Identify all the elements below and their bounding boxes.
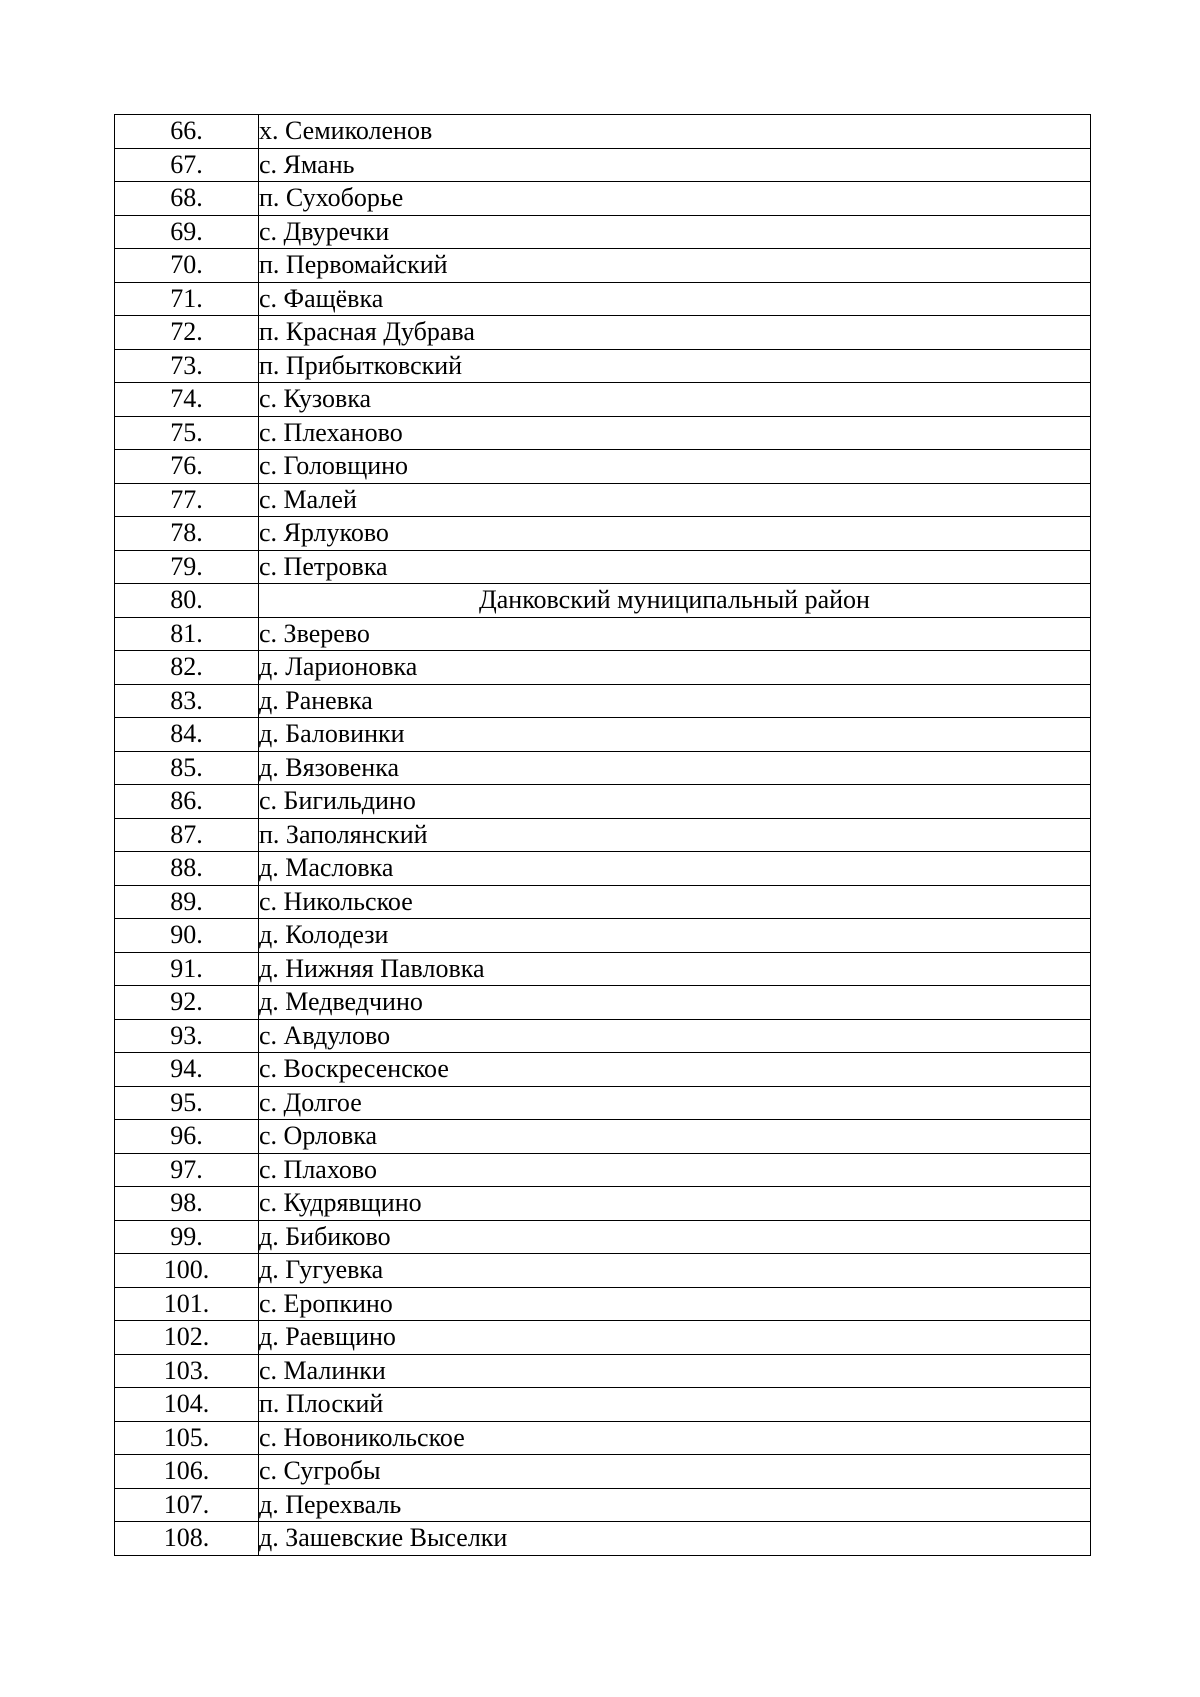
settlement-name: д. Ларионовка [259, 651, 1091, 685]
settlement-name: д. Раевщино [259, 1321, 1091, 1355]
row-number: 66. [115, 115, 259, 149]
settlement-name: с. Кузовка [259, 383, 1091, 417]
table-row [115, 1053, 1091, 1087]
row-number: 84. [115, 718, 259, 752]
table-row [115, 1019, 1091, 1053]
table-row [115, 986, 1091, 1020]
row-number: 85. [115, 751, 259, 785]
table-row [115, 718, 1091, 752]
row-number: 105. [115, 1421, 259, 1455]
settlement-name: с. Головщино [259, 450, 1091, 484]
table-row [115, 416, 1091, 450]
settlement-name: с. Плахово [259, 1153, 1091, 1187]
district-heading: Данковский муниципальный район [259, 584, 1091, 618]
settlement-name: с. Кудрявщино [259, 1187, 1091, 1221]
settlement-name: д. Перехваль [259, 1488, 1091, 1522]
row-number: 75. [115, 416, 259, 450]
table-row [115, 1421, 1091, 1455]
settlement-name: д. Медведчино [259, 986, 1091, 1020]
settlement-name: с. Фащёвка [259, 282, 1091, 316]
settlement-name: х. Семиколенов [259, 115, 1091, 149]
row-number: 94. [115, 1053, 259, 1087]
row-number: 78. [115, 517, 259, 551]
table-row [115, 684, 1091, 718]
row-number: 71. [115, 282, 259, 316]
row-number: 106. [115, 1455, 259, 1489]
settlement-name: д. Колодези [259, 919, 1091, 953]
table-row [115, 617, 1091, 651]
row-number: 79. [115, 550, 259, 584]
table-row [115, 115, 1091, 149]
row-number: 67. [115, 148, 259, 182]
row-number: 92. [115, 986, 259, 1020]
table-row [115, 182, 1091, 216]
table-row [115, 885, 1091, 919]
row-number: 86. [115, 785, 259, 819]
row-number: 88. [115, 852, 259, 886]
settlement-name: д. Гугуевка [259, 1254, 1091, 1288]
row-number: 83. [115, 684, 259, 718]
table-row [115, 282, 1091, 316]
row-number: 98. [115, 1187, 259, 1221]
settlement-name: д. Бибиково [259, 1220, 1091, 1254]
table-row [115, 483, 1091, 517]
settlement-name: п. Прибытковский [259, 349, 1091, 383]
table-row [115, 919, 1091, 953]
table-row [115, 952, 1091, 986]
table-row [115, 550, 1091, 584]
settlement-name: д. Баловинки [259, 718, 1091, 752]
table-row [115, 517, 1091, 551]
settlement-name: с. Еропкино [259, 1287, 1091, 1321]
row-number: 82. [115, 651, 259, 685]
settlement-name: с. Новоникольское [259, 1421, 1091, 1455]
row-number: 108. [115, 1522, 259, 1556]
row-number: 102. [115, 1321, 259, 1355]
row-number: 69. [115, 215, 259, 249]
table-row [115, 316, 1091, 350]
settlement-name: с. Двуречки [259, 215, 1091, 249]
row-number: 97. [115, 1153, 259, 1187]
row-number: 99. [115, 1220, 259, 1254]
settlement-name: п. Первомайский [259, 249, 1091, 283]
table-row [115, 785, 1091, 819]
settlement-name: с. Ямань [259, 148, 1091, 182]
settlement-name: с. Авдулово [259, 1019, 1091, 1053]
row-number: 74. [115, 383, 259, 417]
table-row [115, 1287, 1091, 1321]
settlements-table-body [115, 115, 1091, 1556]
table-row [115, 1321, 1091, 1355]
table-row [115, 383, 1091, 417]
settlement-name: с. Малей [259, 483, 1091, 517]
row-number: 103. [115, 1354, 259, 1388]
settlement-name: п. Заполянский [259, 818, 1091, 852]
row-number: 100. [115, 1254, 259, 1288]
settlement-name: д. Масловка [259, 852, 1091, 886]
settlement-name: с. Долгое [259, 1086, 1091, 1120]
table-row [115, 349, 1091, 383]
row-number: 95. [115, 1086, 259, 1120]
settlement-name: с. Петровка [259, 550, 1091, 584]
settlement-name: п. Красная Дубрава [259, 316, 1091, 350]
table-row [115, 1086, 1091, 1120]
table-row [115, 1488, 1091, 1522]
row-number: 76. [115, 450, 259, 484]
settlement-name: с. Плеханово [259, 416, 1091, 450]
row-number: 77. [115, 483, 259, 517]
table-row [115, 751, 1091, 785]
settlement-name: д. Зашевские Выселки [259, 1522, 1091, 1556]
settlement-name: с. Бигильдино [259, 785, 1091, 819]
row-number: 90. [115, 919, 259, 953]
settlements-table [114, 114, 1091, 1556]
settlement-name: с. Ярлуково [259, 517, 1091, 551]
table-row [115, 450, 1091, 484]
row-number: 93. [115, 1019, 259, 1053]
settlement-name: с. Воскресенское [259, 1053, 1091, 1087]
row-number: 101. [115, 1287, 259, 1321]
table-row [115, 1153, 1091, 1187]
row-number: 87. [115, 818, 259, 852]
settlement-name: с. Сугробы [259, 1455, 1091, 1489]
table-row [115, 249, 1091, 283]
row-number: 73. [115, 349, 259, 383]
table-row [115, 1354, 1091, 1388]
settlement-name: с. Орловка [259, 1120, 1091, 1154]
table-row [115, 1120, 1091, 1154]
row-number: 91. [115, 952, 259, 986]
settlement-name: с. Зверево [259, 617, 1091, 651]
settlement-name: п. Сухоборье [259, 182, 1091, 216]
table-row [115, 651, 1091, 685]
settlement-name: д. Вязовенка [259, 751, 1091, 785]
table-row [115, 215, 1091, 249]
row-number: 72. [115, 316, 259, 350]
row-number: 80. [115, 584, 259, 618]
table-row [115, 1388, 1091, 1422]
settlement-name: п. Плоский [259, 1388, 1091, 1422]
table-row [115, 1254, 1091, 1288]
table-row [115, 818, 1091, 852]
settlement-name: с. Малинки [259, 1354, 1091, 1388]
table-row [115, 1455, 1091, 1489]
row-number: 96. [115, 1120, 259, 1154]
table-row [115, 1187, 1091, 1221]
table-row [115, 1522, 1091, 1556]
row-number: 107. [115, 1488, 259, 1522]
row-number: 70. [115, 249, 259, 283]
row-number: 81. [115, 617, 259, 651]
row-number: 104. [115, 1388, 259, 1422]
table-row [115, 148, 1091, 182]
row-number: 68. [115, 182, 259, 216]
table-row [115, 852, 1091, 886]
table-row [115, 1220, 1091, 1254]
settlement-name: д. Нижняя Павловка [259, 952, 1091, 986]
district-heading-row [115, 584, 1091, 618]
settlement-name: д. Раневка [259, 684, 1091, 718]
settlement-name: с. Никольское [259, 885, 1091, 919]
row-number: 89. [115, 885, 259, 919]
